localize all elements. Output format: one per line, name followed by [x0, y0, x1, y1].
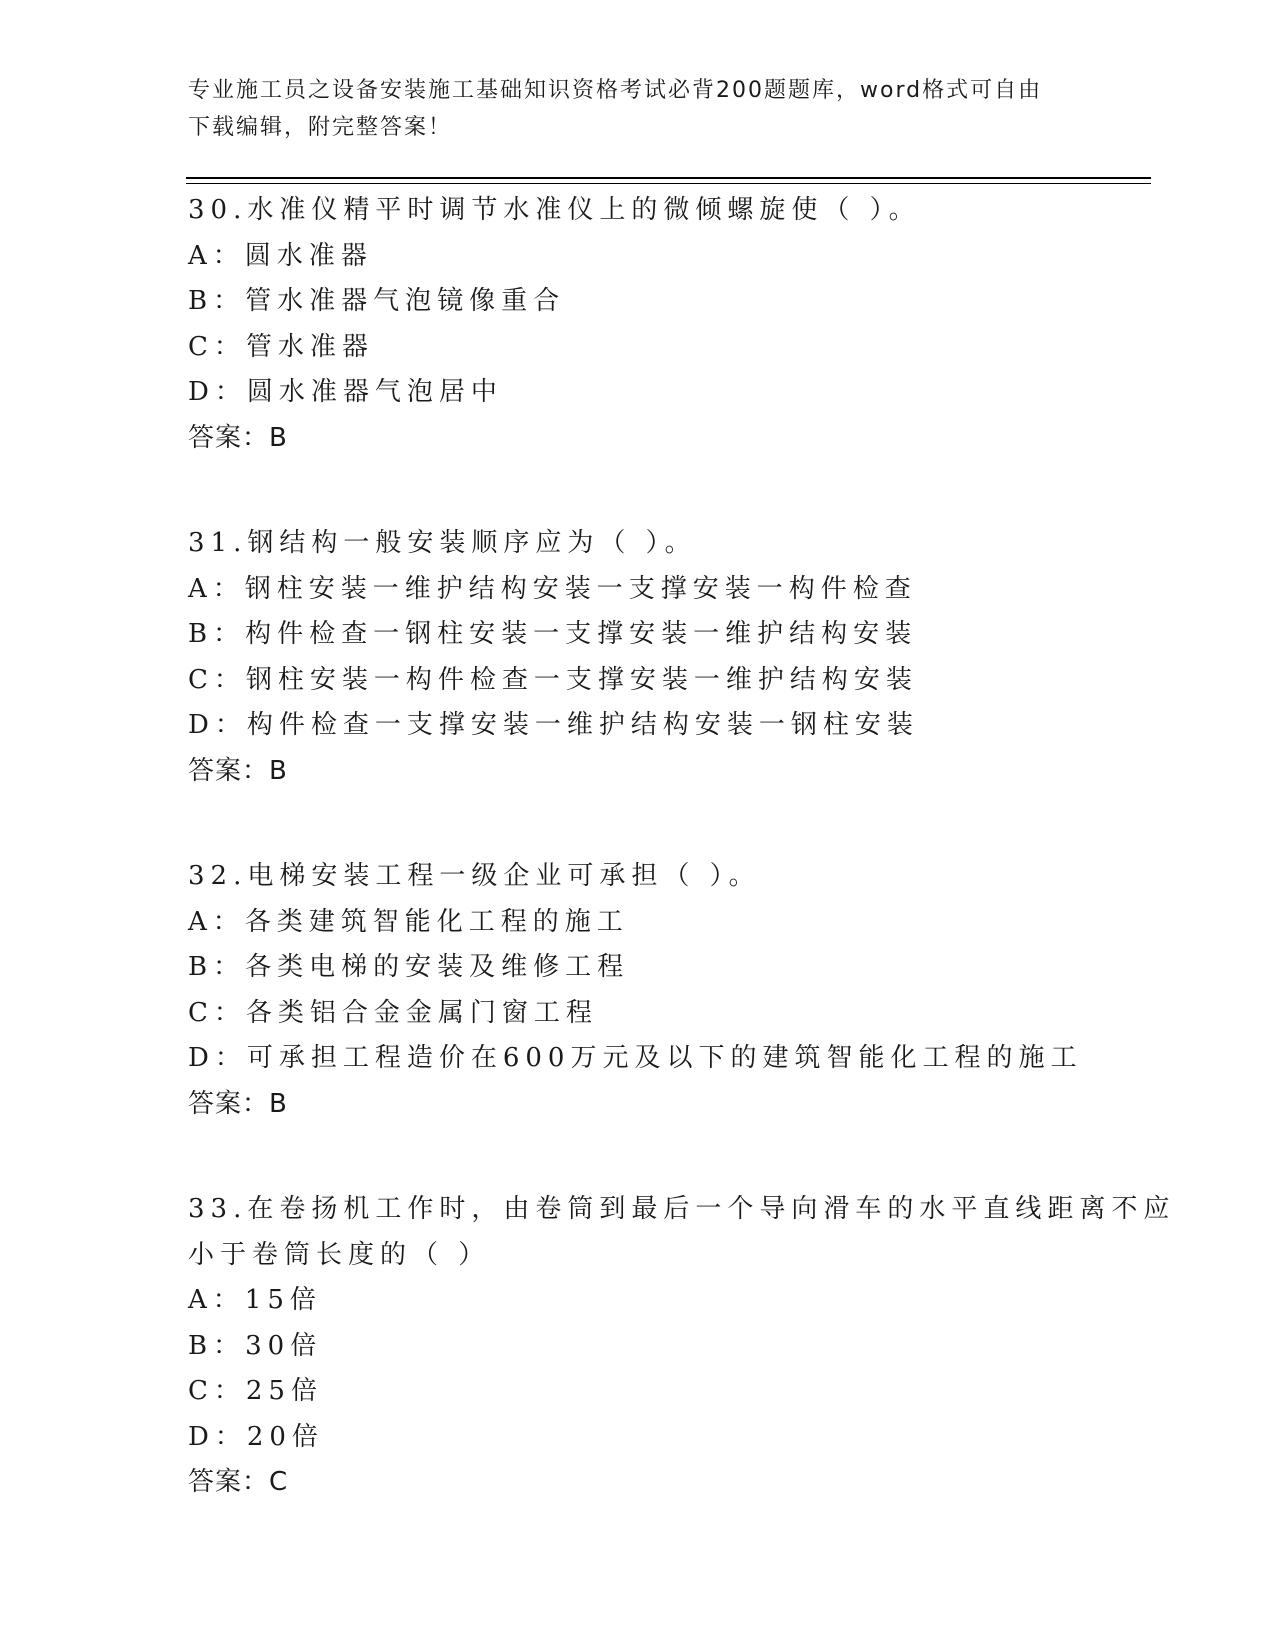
- option-d: D：构件检查一支撑安装一维护结构安装一钢柱安装: [188, 710, 919, 740]
- option-d: D：圆水准器气泡居中: [188, 377, 503, 407]
- question-list: [188, 188, 1176, 1566]
- question-31: [188, 521, 1088, 794]
- option-a: A：圆水准器: [188, 240, 373, 271]
- header-line-1: 专业施工员之设备安装施工基础知识资格考试必背200题题库，word格式可自由: [188, 78, 1043, 103]
- answer: 答案：B: [188, 1088, 288, 1119]
- question-stem-line-2: 小于卷筒长度的（ ）: [188, 1239, 491, 1270]
- option-b: B：构件检查一钢柱安装一支撑安装一维护结构安装: [188, 619, 918, 649]
- answer: 答案：B: [188, 755, 288, 786]
- option-a: A：15倍: [188, 1285, 322, 1315]
- question-33: [188, 1187, 1176, 1506]
- option-a: A：各类建筑智能化工程的施工: [188, 906, 629, 937]
- question-stem: 32.电梯安装工程一级企业可承担（ ）。: [188, 861, 761, 891]
- option-c: C：25倍: [188, 1376, 323, 1406]
- answer: 答案：C: [188, 1467, 289, 1497]
- question-stem-line-1: 33.在卷扬机工作时，由卷筒到最后一个导向滑车的水平直线距离不应: [188, 1194, 1176, 1224]
- question-stem: 31.钢结构一般安装顺序应为（ ）。: [188, 528, 697, 558]
- question-stem: 30.水准仪精平时调节水准仪上的微倾螺旋使（ ）。: [188, 195, 921, 225]
- option-d: D：20倍: [188, 1421, 324, 1452]
- option-a: A：钢柱安装一维护结构安装一支撑安装一构件检查: [188, 573, 917, 604]
- question-32: [188, 854, 1088, 1127]
- option-b: B：30倍: [188, 1330, 323, 1361]
- option-c: C：各类铝合金金属门窗工程: [188, 997, 598, 1028]
- answer: 答案：B: [188, 422, 288, 453]
- document-header: [188, 72, 1068, 146]
- option-c: C：管水准器: [188, 331, 374, 362]
- header-divider-thick: [186, 177, 1151, 179]
- option-b: B：各类电梯的安装及维修工程: [188, 952, 630, 982]
- header-line-2: 下载编辑，附完整答案！: [188, 115, 453, 140]
- option-d: D：可承担工程造价在600万元及以下的建筑智能化工程的施工: [188, 1043, 1083, 1073]
- question-30: [188, 188, 1088, 461]
- option-b: B：管水准器气泡镜像重合: [188, 286, 566, 316]
- header-divider-thin: [186, 183, 1151, 184]
- option-c: C：钢柱安装一构件检查一支撑安装一维护结构安装: [188, 664, 918, 695]
